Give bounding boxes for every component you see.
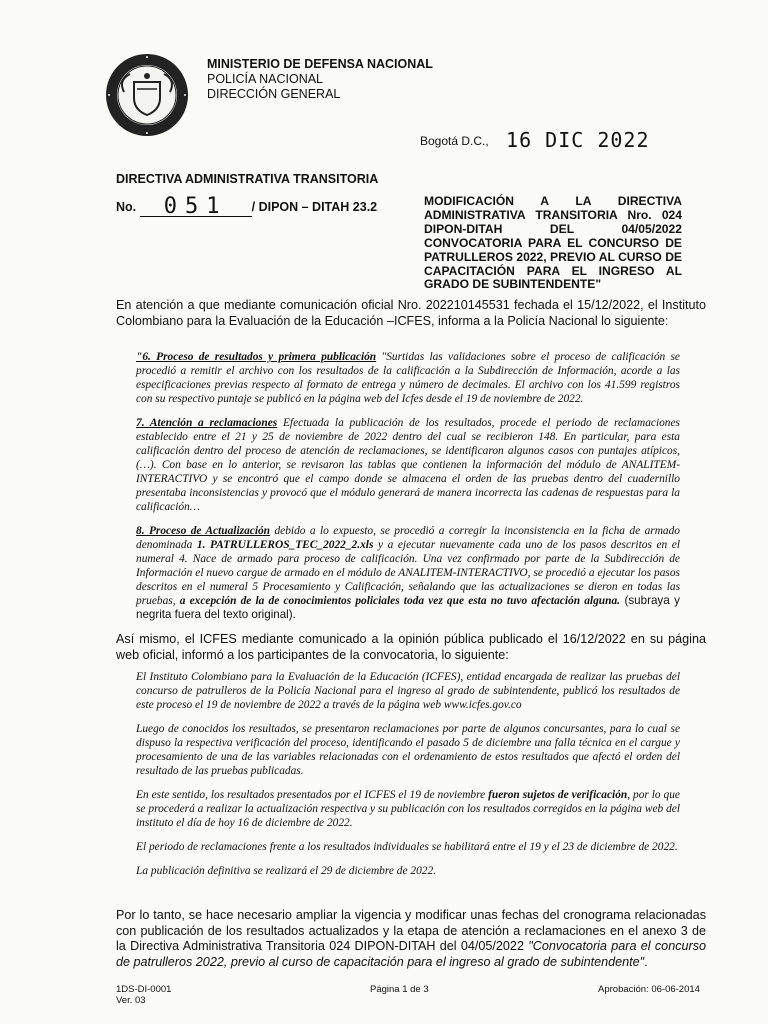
- directive-title: DIRECTIVA ADMINISTRATIVA TRANSITORIA: [116, 172, 379, 186]
- ministry-name: MINISTERIO DE DEFENSA NACIONAL: [207, 57, 433, 71]
- footer-left: [116, 984, 171, 1006]
- item-8-file: 1. PATRULLEROS_TEC_2022_2.xls: [196, 539, 374, 551]
- closing-end: .: [644, 954, 648, 969]
- quote-item-6: [136, 350, 680, 406]
- middle-paragraph: Así mismo, el ICFES mediante comunicado a la opinión pública publicado el 16/12/2022 en su página web oficial, informó a los participantes de la convocatoria, lo siguiente:: [116, 632, 706, 662]
- communique-p2: Luego de conocidos los resultados, se presentaron reclamaciones por parte de algunos concursantes, para lo cual se dispuso la respectiva verificación del proceso, identificando el pasado 5 de diciembre una falla técnica en el cargue y procesamiento de una de las variables relacionadas con el ordenamiento de estos resultados que afectó el orden del resultado de las pruebas publicadas.: [136, 723, 680, 777]
- directive-code: / DIPON – DITAH 23.2: [251, 200, 378, 214]
- item-6-title: "6. Proceso de resultados y primera publicación: [136, 351, 377, 363]
- directive-number-line: [116, 194, 378, 219]
- communique-p3-b: , por lo que se procederá a realizar la actualización respectiva y su publicación con los resultados corregidos en la página web del instituto el día de hoy 16 de diciembre de 2022.: [136, 789, 680, 829]
- subject-block: MODIFICACIÓN A LA DIRECTIVA ADMINISTRATIVA TRANSITORIA Nro. 024 DIPON-DITAH DEL 04/05/2022 CONVOCATORIA PARA EL CONCURSO DE PATRULLEROS 2022, PREVIO AL CURSO DE CAPACITACIÓN PARA EL INGRESO AL GRADO DE SUBINTENDENTE": [424, 194, 682, 292]
- item-8-text-a: debido a lo expuesto, se procedió a corregir la inconsistencia en la ficha de armado denominada: [136, 525, 681, 551]
- police-name: POLICÍA NACIONAL: [207, 72, 324, 86]
- communique-p4: El periodo de reclamaciones frente a los resultados individuales se habilitará entre el 19 y el 23 de diciembre de 2022.: [136, 841, 678, 853]
- communique-p3: [136, 788, 680, 830]
- item-8-emphasis: a excepción de la de conocimientos policiales toda vez que esta no tuvo afectación alguna.: [179, 595, 620, 607]
- item-6-text: "Surtidas las validaciones sobre el proceso de calificación se procedió a remitir el archivo con los resultados de la calificación a la Subdirección de Información, acorde a las especificaciones previas respecto al formato de entrega y número de decimales. El archivo con los 41.599 registros con su respectivo puntaje se publicó en la página web del Icfes desde el 19 de noviembre de 2022.: [136, 351, 680, 405]
- intro-paragraph: En atención a que mediante comunicación oficial Nro. 202210145531 fechada el 15/12/2022, el Instituto Colombiano para la Evaluación de la Educación –ICFES, informa a la Policía Nacional lo siguiente:: [116, 298, 706, 328]
- date-place: Bogotá D.C.,: [420, 134, 489, 148]
- icfes-communique-quote: [136, 670, 680, 878]
- page-number: Página 1 de 3: [370, 984, 429, 995]
- number-label: No.: [116, 200, 137, 214]
- doc-version: Ver. 03: [116, 995, 146, 1006]
- item-8-title: 8. Proceso de Actualización: [136, 525, 271, 537]
- communique-p1: El Instituto Colombiano para la Evaluación de la Educación (ICFES), entidad encargada de realizar las pruebas del concurso de patrulleros de la Policía Nacional para el ingreso al grado de subintendente, publicó los resultados de este proceso el 19 de noviembre de 2022 a través de la página web www.icfes.gov.co: [136, 671, 680, 711]
- institution-header: [207, 57, 433, 102]
- icfes-report-quote: [136, 350, 680, 622]
- item-8-note: (subraya y negrita fuera del texto original).: [136, 594, 680, 621]
- doc-code: 1DS-DI-0001: [116, 984, 172, 995]
- closing-text: Por lo tanto, se hace necesario ampliar la vigencia y modificar unas fechas del cronograma relacionadas con publicación de los resultados actualizados y la etapa de atención a reclamaciones en el anexo 3 de la Directiva Administrativa Transitoria 024 DIPON-DITAH del 04/05/2022: [116, 908, 706, 954]
- communique-p3-a: En este sentido, los resultados presentados por el ICFES el 19 de noviembre: [136, 789, 489, 801]
- communique-p5: La publicación definitiva se realizará el 29 de diciembre de 2022.: [136, 865, 437, 877]
- approval-date: Aprobación: 06-06-2014: [598, 984, 700, 995]
- date-line: [420, 126, 650, 150]
- communique-p3-emphasis: fueron sujetos de verificación: [488, 789, 628, 801]
- closing-italic: "Convocatoria para el concurso de patrulleros 2022, previo al curso de capacitación para el ingreso al grado de subintendente": [116, 939, 706, 969]
- item-8-text-b: y a ejecutar nuevamente cada uno de los pasos descritos en el numeral 4. Nace de armado para proceso de calificación. Una vez confirmado por parte de la Subdirección de Información el nuevo cargue de armado en el módulo de ANALITEM-INTERACTIVO, se procedió a ejecutar los pasos descritos en el numeral 5 Procesamiento y Calificación, señalando que las actualizaciones se dieron en todas las pruebas,: [136, 539, 680, 607]
- item-7-text: Efectuada la publicación de los resultados, procede el periodo de reclamaciones establecido entre el 21 y 25 de noviembre de 2022 dentro del cual se recibieron 148. En particular, para esta calificación dentro del proceso de atención de reclamaciones, se identificaron algunos casos con puntajes atípicos, (…). Con base en lo anterior, se revisaron las tablas que contienen la información del módulo de ANALITEM-INTERACTIVO y se encontró que el campo donde se almacena el orden de las pruebas dentro del cuadernillo presentaba inconsistencias y provocó que el módulo generará de manera incorrecta las cadenas de respuestas para la calificación…: [136, 417, 680, 513]
- item-7-title: 7. Atención a reclamaciones: [136, 417, 278, 429]
- closing-paragraph: [116, 908, 706, 970]
- direction-name: DIRECCIÓN GENERAL: [207, 87, 341, 101]
- directive-number: 051: [140, 198, 252, 217]
- police-seal-icon: [104, 52, 190, 138]
- quote-item-7: [136, 416, 680, 514]
- date-stamp: 16 DIC 2022: [506, 128, 650, 152]
- quote-item-8: [136, 524, 680, 622]
